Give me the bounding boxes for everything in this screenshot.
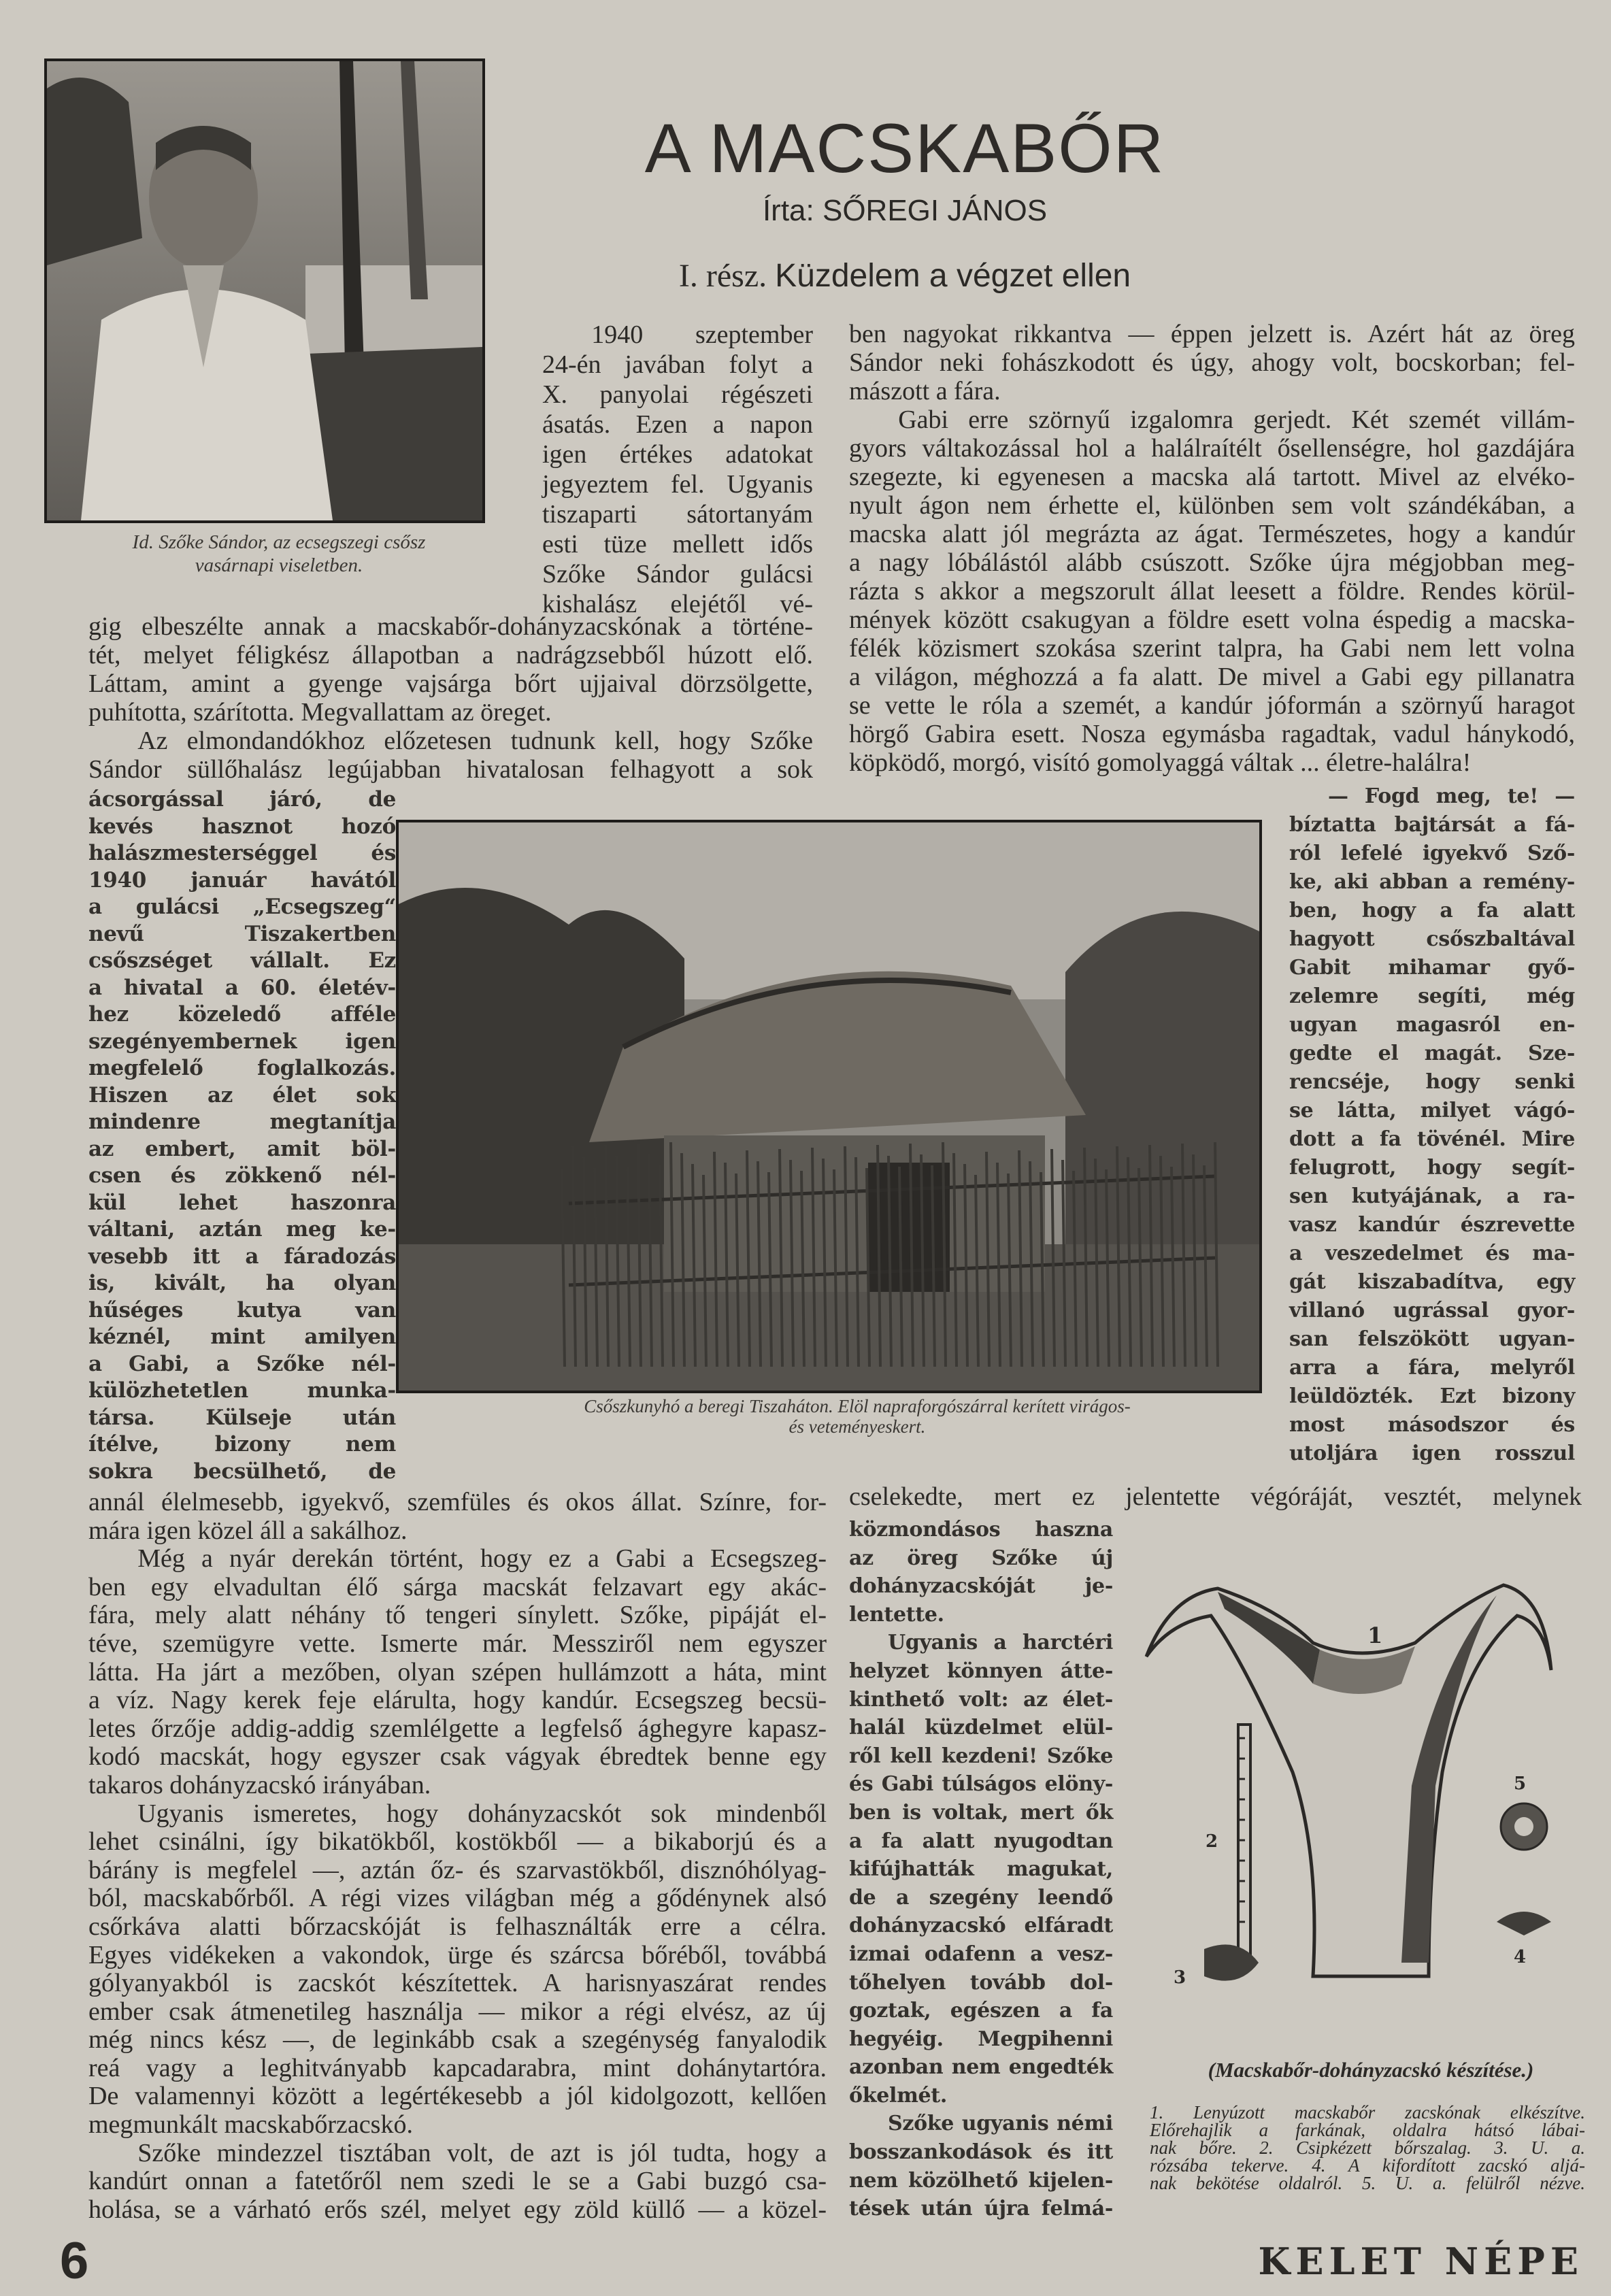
- text-line: a fa alatt nyugodtan: [849, 1829, 1113, 1853]
- text-line: 1940 január havától: [88, 867, 396, 893]
- text-column: [88, 612, 813, 784]
- text-line: látta. Ha járt a mezőben, olyan szépen hullámzott a háta, mint: [88, 1657, 827, 1686]
- text-line: gólyanyakból is zacskót készítettek. A harisnyaszárat rendes: [88, 1969, 827, 1998]
- text-line: Szőke ugyanis némi: [888, 2112, 1113, 2136]
- text-line: fára, mely alatt néhány tő tengeri sínylett. Szőke, pipáját el-: [88, 1601, 827, 1630]
- text-line: Szőke mindezzel tisztában volt, de azt is jól tudta, hogy a: [137, 2138, 827, 2167]
- text-line: ben, hogy a fa alatt: [1289, 899, 1575, 922]
- text-line: köpködő, morgó, visító gomolyaggá váltak ... életre-halálra!: [849, 748, 1472, 777]
- caption-line: Csőszkunyhó a beregi Tiszaháton. Elöl napraforgószárral kerített virágos-: [584, 1396, 1131, 1416]
- text-line: bárány is megfelel —, aztán őz- és szarvastökből, disznóhólyag-: [88, 1855, 827, 1884]
- text-line: hegyéig. Megpihenni: [849, 2027, 1113, 2051]
- text-line: kishalász elejétől vé-: [542, 590, 813, 618]
- text-line: reá vagy a leghitványabb kapcadarabra, mint dohánytartóra.: [88, 2053, 827, 2082]
- text-column: [849, 320, 1575, 777]
- text-line: a gulácsi „Ecsegszeg“: [88, 895, 396, 919]
- text-line: lentette.: [849, 1602, 944, 1627]
- text-line: kandúrt onnan a fatetőről nem szedi le se a Gabi buzgó csa-: [88, 2167, 827, 2196]
- text-line: cselekedte, mert ez jelentette végóráját, vesztét, melynek: [849, 1482, 1582, 1511]
- text-line: De valamennyi között a legértékesebb a jól kidolgozott, kellően: [88, 2082, 827, 2111]
- text-line: külözhetetlen munka-: [88, 1378, 396, 1403]
- text-line: megmunkált macskabőrzacskó.: [88, 2110, 413, 2140]
- text-line: lehet csinálni, így bikatökből, kostökből — a bikaborjú és a: [88, 1827, 827, 1857]
- text-line: Gabit mihamar győ-: [1289, 956, 1575, 980]
- caption-line: Id. Szőke Sándor, az ecsegszegi csősz: [132, 531, 426, 553]
- portrait-caption: [75, 531, 483, 577]
- caption-line: 1. Lenyúzott macskabőr zacskónak elkészítve.: [1150, 2102, 1585, 2123]
- text-line: igen értékes adatokat: [542, 440, 813, 469]
- text-line: társa. Külseje után: [88, 1405, 396, 1430]
- text-line: a hivatal a 60. életév-: [88, 975, 396, 1000]
- text-line: Egyes vidékeken a vakondok, ürge és szárcsa bőréből, továbbá: [88, 1940, 827, 1969]
- text-line: a veszedelmet és ma-: [1289, 1242, 1575, 1265]
- text-line: puhította, szárította. Megvallattam az öreget.: [88, 698, 552, 727]
- text-line: dohányzacskóját je-: [849, 1574, 1113, 1599]
- text-line: Az elmondandókhoz előzetesen tudnunk kell, hogy Szőke: [137, 727, 813, 755]
- text-line: utoljára igen rosszul: [1289, 1442, 1575, 1465]
- text-line: letes őrzője addig-addig szemlélgette a legfelső ághegyre kapasz-: [88, 1714, 827, 1743]
- text-line: szegezte, ki egyenesen a macska alá tartott. Mivel az elvéko-: [849, 463, 1575, 491]
- text-line: kinthető volt: az élet-: [849, 1687, 1113, 1712]
- text-line: arra a fára, melyről: [1289, 1356, 1575, 1380]
- text-line: megfelelő foglalkozás.: [88, 1056, 396, 1080]
- part-heading: [544, 257, 1265, 295]
- text-line: ben egy elvadultan élő sárga macskát felzavart egy akác-: [88, 1572, 827, 1601]
- text-line: ember csak átmenetileg használja — mikor a régi elvész, az új: [88, 1997, 827, 2026]
- text-line: annál élelmesebb, igyekvő, szemfüles és okos állat. Színre, for-: [88, 1488, 827, 1516]
- article-title: A MACSKABŐR: [644, 110, 1165, 187]
- text-column: [1289, 782, 1575, 1468]
- text-line: Sándor süllőhalász legújabban hivatalosan felhagyott a sok: [88, 755, 813, 784]
- part-title: Küzdelem a végzet ellen: [775, 258, 1131, 294]
- text-line: szegényembernek igen: [88, 1029, 396, 1054]
- text-line: ben is voltak, mert ők: [849, 1800, 1113, 1825]
- text-line: bosszankodások és itt: [849, 2140, 1113, 2165]
- text-line: halál küzdelmet elül-: [849, 1716, 1113, 1740]
- text-line: kevés hasznot hozó: [88, 814, 396, 839]
- text-line: rázta s akkor a megszorult állat leesett a földre. Rendes körül-: [849, 577, 1575, 605]
- part-number: I. rész.: [678, 258, 767, 294]
- text-line: nevű Tiszakertben: [88, 921, 396, 946]
- text-line: 24-én javában folyt a: [542, 350, 813, 379]
- text-line: gyors váltakozással hol a halálraítélt ősellenségre, hol gazdájára: [849, 434, 1575, 463]
- text-line: Még a nyár derekán történt, hogy ez a Gabi a Ecsegszeg-: [137, 1544, 827, 1574]
- text-line: gát kiszabadítva, egy: [1289, 1270, 1575, 1294]
- text-line: vasz kandúr észrevette: [1289, 1213, 1575, 1237]
- text-line: félék közismert szokása szerint talpra, ha Gabi nem lett volna: [849, 634, 1575, 663]
- text-line: ácsorgással járó, de: [88, 787, 396, 812]
- page-number: 6: [60, 2232, 89, 2290]
- text-line: Gabi erre szörnyű izgalomra gerjedt. Két szemét villám-: [898, 405, 1575, 434]
- text-line: kéznél, mint amilyen: [88, 1325, 396, 1349]
- text-line: helyzet könnyen átte-: [849, 1659, 1113, 1683]
- byline: Írta: SŐREGI JÁNOS: [762, 194, 1048, 227]
- text-line: goztak, egészen a fa: [849, 1999, 1113, 2023]
- text-column: [849, 1483, 1582, 1512]
- text-column: [88, 786, 396, 1485]
- text-line: a Gabi, a Szőke nél-: [88, 1351, 396, 1376]
- text-line: Ugyanis a harctéri: [888, 1631, 1113, 1655]
- text-line: rencséje, hogy senki: [1289, 1070, 1575, 1094]
- text-line: se vette le róla a szemét, a kandúr jóformán a szörnyű haragot: [849, 691, 1575, 720]
- text-line: sen kutyájának, a ra-: [1289, 1184, 1575, 1208]
- text-line: takaros dohányzacskó irányában.: [88, 1770, 431, 1799]
- text-line: őkelmét.: [849, 2083, 948, 2108]
- text-line: de a szegény leendő: [849, 1885, 1113, 1910]
- text-line: még nincs kész —, de leginkább csak a szegénység fanyalodik: [88, 2025, 827, 2054]
- text-line: Ugyanis ismeretes, hogy dohányzacskót sok mindenből: [137, 1799, 827, 1828]
- caption-line: Előrehajlik a farkának, oldalra hátsó lábai-: [1150, 2120, 1585, 2140]
- text-line: gedte el magát. Sze-: [1289, 1042, 1575, 1065]
- text-column: [88, 1488, 827, 2224]
- caption-line: nak bőre. 2. Csipkézett bőrszalag. 3. U. a.: [1150, 2137, 1585, 2158]
- portrait-photo: [44, 59, 485, 523]
- text-line: és Gabi túlságos elöny-: [849, 1772, 1113, 1797]
- text-line: zelemre segíti, még: [1289, 984, 1575, 1008]
- text-line: gig elbeszélte annak a macskabőr-dohányzacskónak a történe-: [88, 612, 813, 641]
- text-line: ról lefelé igyekvő Sző-: [1289, 842, 1575, 865]
- text-line: ke, aki abban a remény-: [1289, 870, 1575, 894]
- text-line: mények között csakugyan a földre esett volna éspedig a macska-: [849, 605, 1575, 634]
- drawing-title: (Macskabőr-dohányzacskó készítése.): [1208, 2058, 1534, 2082]
- text-line: közmondásos haszna: [849, 1518, 1113, 1542]
- caption-line: vasárnapi viseletben.: [195, 554, 363, 576]
- text-line: dohányzacskó elfáradt: [849, 1914, 1113, 1938]
- text-line: halászmesterséggel és: [88, 841, 396, 865]
- text-line: hörgő Gabira esett. Nosza egymásba ragadtak, vadul hánykodó,: [849, 720, 1575, 748]
- text-line: csőszséget vállalt. Ez: [88, 948, 396, 973]
- text-line: mára igen közel áll a sakálhoz.: [88, 1516, 408, 1545]
- text-line: ítélve, bizony nem: [88, 1432, 396, 1457]
- text-line: Hiszen az élet sok: [88, 1082, 396, 1108]
- text-line: is, kivált, ha olyan: [88, 1271, 396, 1295]
- text-line: hagyott csőszbaltával: [1289, 927, 1575, 951]
- tobacco-pouch-drawing: [1143, 1582, 1592, 2031]
- text-line: dott a fa tövénél. Mire: [1289, 1127, 1575, 1151]
- drawing-label: 2: [1206, 1831, 1218, 1852]
- text-line: hez közeledő afféle: [88, 1002, 396, 1027]
- text-line: téve, szemügyre vette. Ismerte már. Messziről nem egyszer: [88, 1629, 827, 1658]
- text-line: a víz. Nagy kerek feje elárulta, hogy kandúr. Ecsegszeg becsü-: [88, 1686, 827, 1715]
- text-line: tőhelyen tovább dol-: [849, 1970, 1113, 1995]
- text-line: tét, melyet féligkész állapotban a nadrágzsebből húzott elő.: [88, 641, 813, 669]
- text-line: ásatás. Ezen a napon: [542, 410, 813, 439]
- drawing-label: 1: [1367, 1623, 1383, 1648]
- text-line: tések után újra felmá-: [849, 2197, 1113, 2221]
- text-line: csen és zökkenő nél-: [88, 1163, 396, 1188]
- text-line: Láttam, amint a gyenge vajsárga bőrt ujjaival dörzsölgette,: [88, 669, 813, 698]
- text-line: jegyeztem fel. Ugyanis: [542, 470, 813, 499]
- text-line: izmai odafenn a vesz-: [849, 1942, 1113, 1966]
- text-column: [542, 320, 813, 619]
- text-line: esti tüze mellett idős: [542, 530, 813, 559]
- text-line: se látta, milyet vágó-: [1289, 1099, 1575, 1122]
- text-line: nem közölhető kijelen-: [849, 2168, 1113, 2193]
- text-line: sokra becsülhető, de: [88, 1459, 396, 1484]
- text-line: kül lehet haszonra: [88, 1190, 396, 1215]
- text-line: mászott a fára.: [849, 377, 1001, 405]
- drawing-label: 3: [1174, 1967, 1186, 1988]
- text-line: az embert, amit böl-: [88, 1136, 396, 1161]
- text-line: villanó ugrással gyor-: [1289, 1299, 1575, 1322]
- text-line: bíztatta bajtársát a fá-: [1289, 813, 1575, 837]
- hut-photo-caption: [469, 1396, 1245, 1437]
- text-line: kifújhatták magukat,: [849, 1857, 1113, 1882]
- drawing-label: 4: [1514, 1947, 1527, 1967]
- text-line: ről kell kezdeni! Szőke: [849, 1744, 1113, 1768]
- text-line: holása, se a várható erős szél, melyet egy zöld küllő — a közel-: [88, 2195, 827, 2224]
- text-line: X. panyolai régészeti: [542, 380, 813, 409]
- text-line: leüldözték. Ezt bizony: [1289, 1384, 1575, 1408]
- text-column: [849, 1516, 1113, 2223]
- text-line: hűséges kutya van: [88, 1297, 396, 1322]
- text-line: 1940 szeptember: [591, 320, 813, 349]
- text-line: Szőke Sándor gulácsi: [542, 560, 813, 588]
- caption-line: és veteményeskert.: [788, 1416, 926, 1437]
- text-line: azonban nem engedték: [849, 2055, 1113, 2080]
- caption-line: rózsába tekerve. 4. A kifordított zacskó aljá-: [1150, 2155, 1585, 2176]
- text-line: felugrott, hogy segít-: [1289, 1156, 1575, 1180]
- text-line: az öreg Szőke új: [849, 1546, 1113, 1570]
- text-line: macska alatt jól megrázta az ágat. Természetes, hogy a kandúr: [849, 520, 1575, 548]
- text-line: ból, macskabőrből. A régi vizes világban még a gődénynek alsó: [88, 1884, 827, 1913]
- text-line: Sándor neki fohászkodott és úgy, ahogy volt, bocskorban; fel-: [849, 348, 1575, 377]
- text-line: váltani, aztán meg ke-: [88, 1217, 396, 1242]
- drawing-caption: [1150, 2103, 1585, 2192]
- text-line: ben nagyokat rikkantva — éppen jelzett is. Azért hát az öreg: [849, 320, 1575, 348]
- text-line: ugyan magasról en-: [1289, 1013, 1575, 1037]
- text-line: san felszökött ugyan-: [1289, 1327, 1575, 1351]
- drawing-label: 5: [1514, 1774, 1527, 1794]
- text-line: a nagy lóbálástól alább csúszott. Szőke újra mégjobban meg-: [849, 548, 1575, 577]
- text-line: tiszaparti sátortanyám: [542, 500, 813, 529]
- text-line: csőrkáva alatti bőrzacskóját is felhasználták erre a célra.: [88, 1912, 827, 1941]
- hut-photo: [396, 820, 1262, 1393]
- text-line: — Fogd meg, te! —: [1328, 784, 1575, 808]
- text-line: most másodszor és: [1289, 1413, 1575, 1437]
- caption-line: nak bekötése oldalról. 5. U. a. felülről nézve.: [1150, 2173, 1585, 2193]
- text-line: kodó macskát, hogy egyszer csak vágyak ébredtek benne egy: [88, 1742, 827, 1771]
- text-line: a világon, méghozzá a fa alatt. De mivel a Gabi egy pillanatra: [849, 663, 1575, 691]
- text-line: mindenre megtanítja: [88, 1110, 396, 1134]
- text-line: vesebb itt a fáradozás: [88, 1244, 396, 1269]
- magazine-name: KELET NÉPE: [1258, 2240, 1584, 2283]
- text-line: nyult ágon nem érhette el, különben sem volt szándékában, a: [849, 491, 1575, 520]
